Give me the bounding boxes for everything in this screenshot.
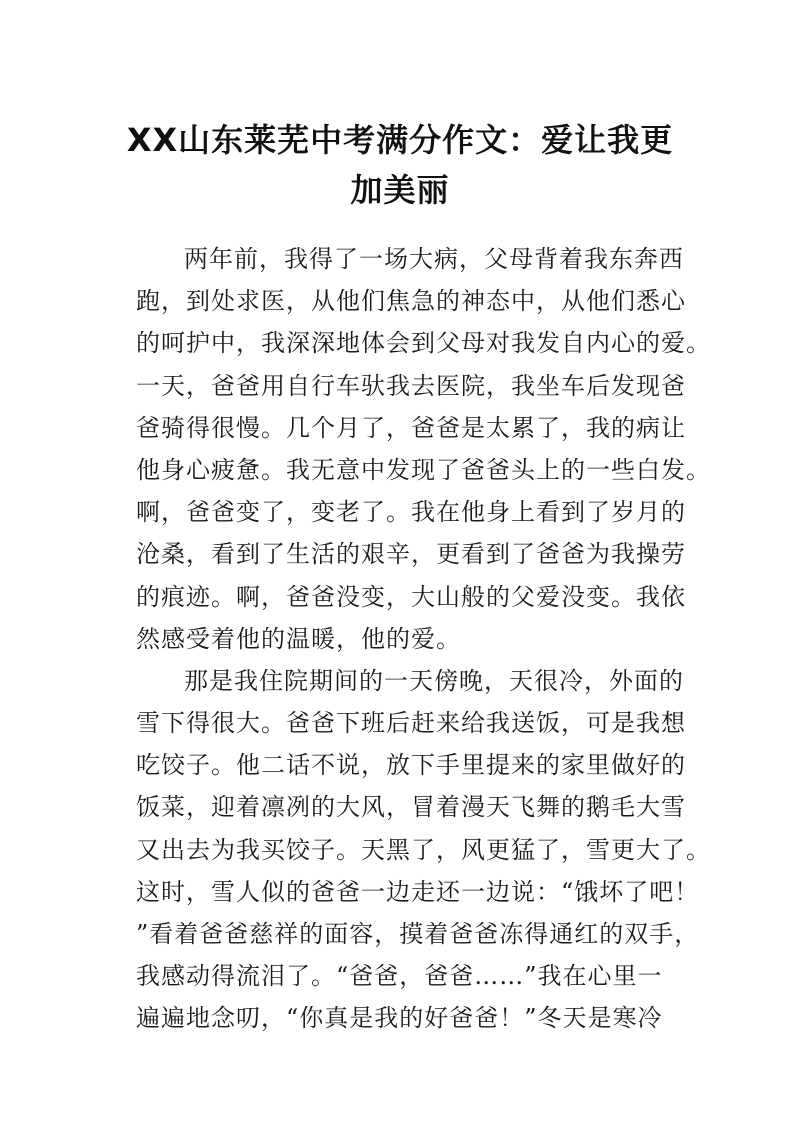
text-line: 沧桑，看到了生活的艰辛，更看到了爸爸为我操劳 (136, 540, 686, 569)
text-line: 吃饺子。他二话不说，放下手里提来的家里做好的 (136, 751, 686, 780)
text-line: 饭菜，迎着凛冽的大风，冒着漫天飞舞的鹅毛大雪 (136, 793, 686, 822)
text-line: 这时，雪人似的爸爸一边走还一边说：“饿坏了吧！ (136, 877, 700, 906)
title-line: 加美丽 (350, 171, 450, 210)
text-line: 雪下得很大。爸爸下班后赶来给我送饭，可是我想 (136, 709, 686, 738)
text-line: 啊，爸爸变了，变老了。我在他身上看到了岁月的 (136, 498, 686, 527)
text-line: 又出去为我买饺子。天黑了，风更猛了，雪更大了。 (136, 835, 711, 864)
text-line: 两年前，我得了一场大病，父母背着我东奔西 (184, 245, 684, 273)
paragraph-2 (136, 660, 711, 1040)
text-line: 然感受着他的温暖，他的爱。 (136, 624, 461, 653)
text-line: 的痕迹。啊，爸爸没变，大山般的父爱没变。我依 (136, 582, 686, 611)
text-line: 的呵护中，我深深地体会到父母对我发自内心的爱。 (136, 329, 711, 358)
text-line: 一天，爸爸用自行车驮我去医院，我坐车后发现爸 (136, 371, 686, 400)
title-line: XX山东莱芜中考满分作文：爱让我更 (126, 121, 674, 160)
text-line: 遍遍地念叨，“你真是我的好爸爸！”冬天是寒冷 (136, 1004, 663, 1033)
text-line: 跑，到处求医，从他们焦急的神态中，从他们悉心 (136, 287, 686, 316)
text-line: 我感动得流泪了。“爸爸，爸爸……”我在心里一 (136, 962, 663, 991)
text-line: 他身心疲惫。我无意中发现了爸爸头上的一些白发。 (136, 455, 711, 484)
text-line: 爸骑得很慢。几个月了，爸爸是太累了，我的病让 (136, 413, 686, 442)
text-line: 那是我住院期间的一天傍晚，天很冷，外面的 (184, 666, 684, 695)
text-line: ”看着爸爸慈祥的面容，摸着爸爸冻得通红的双手， (136, 920, 700, 948)
document-title (120, 115, 680, 215)
document-body (136, 238, 711, 1040)
paragraph-1 (136, 238, 711, 660)
